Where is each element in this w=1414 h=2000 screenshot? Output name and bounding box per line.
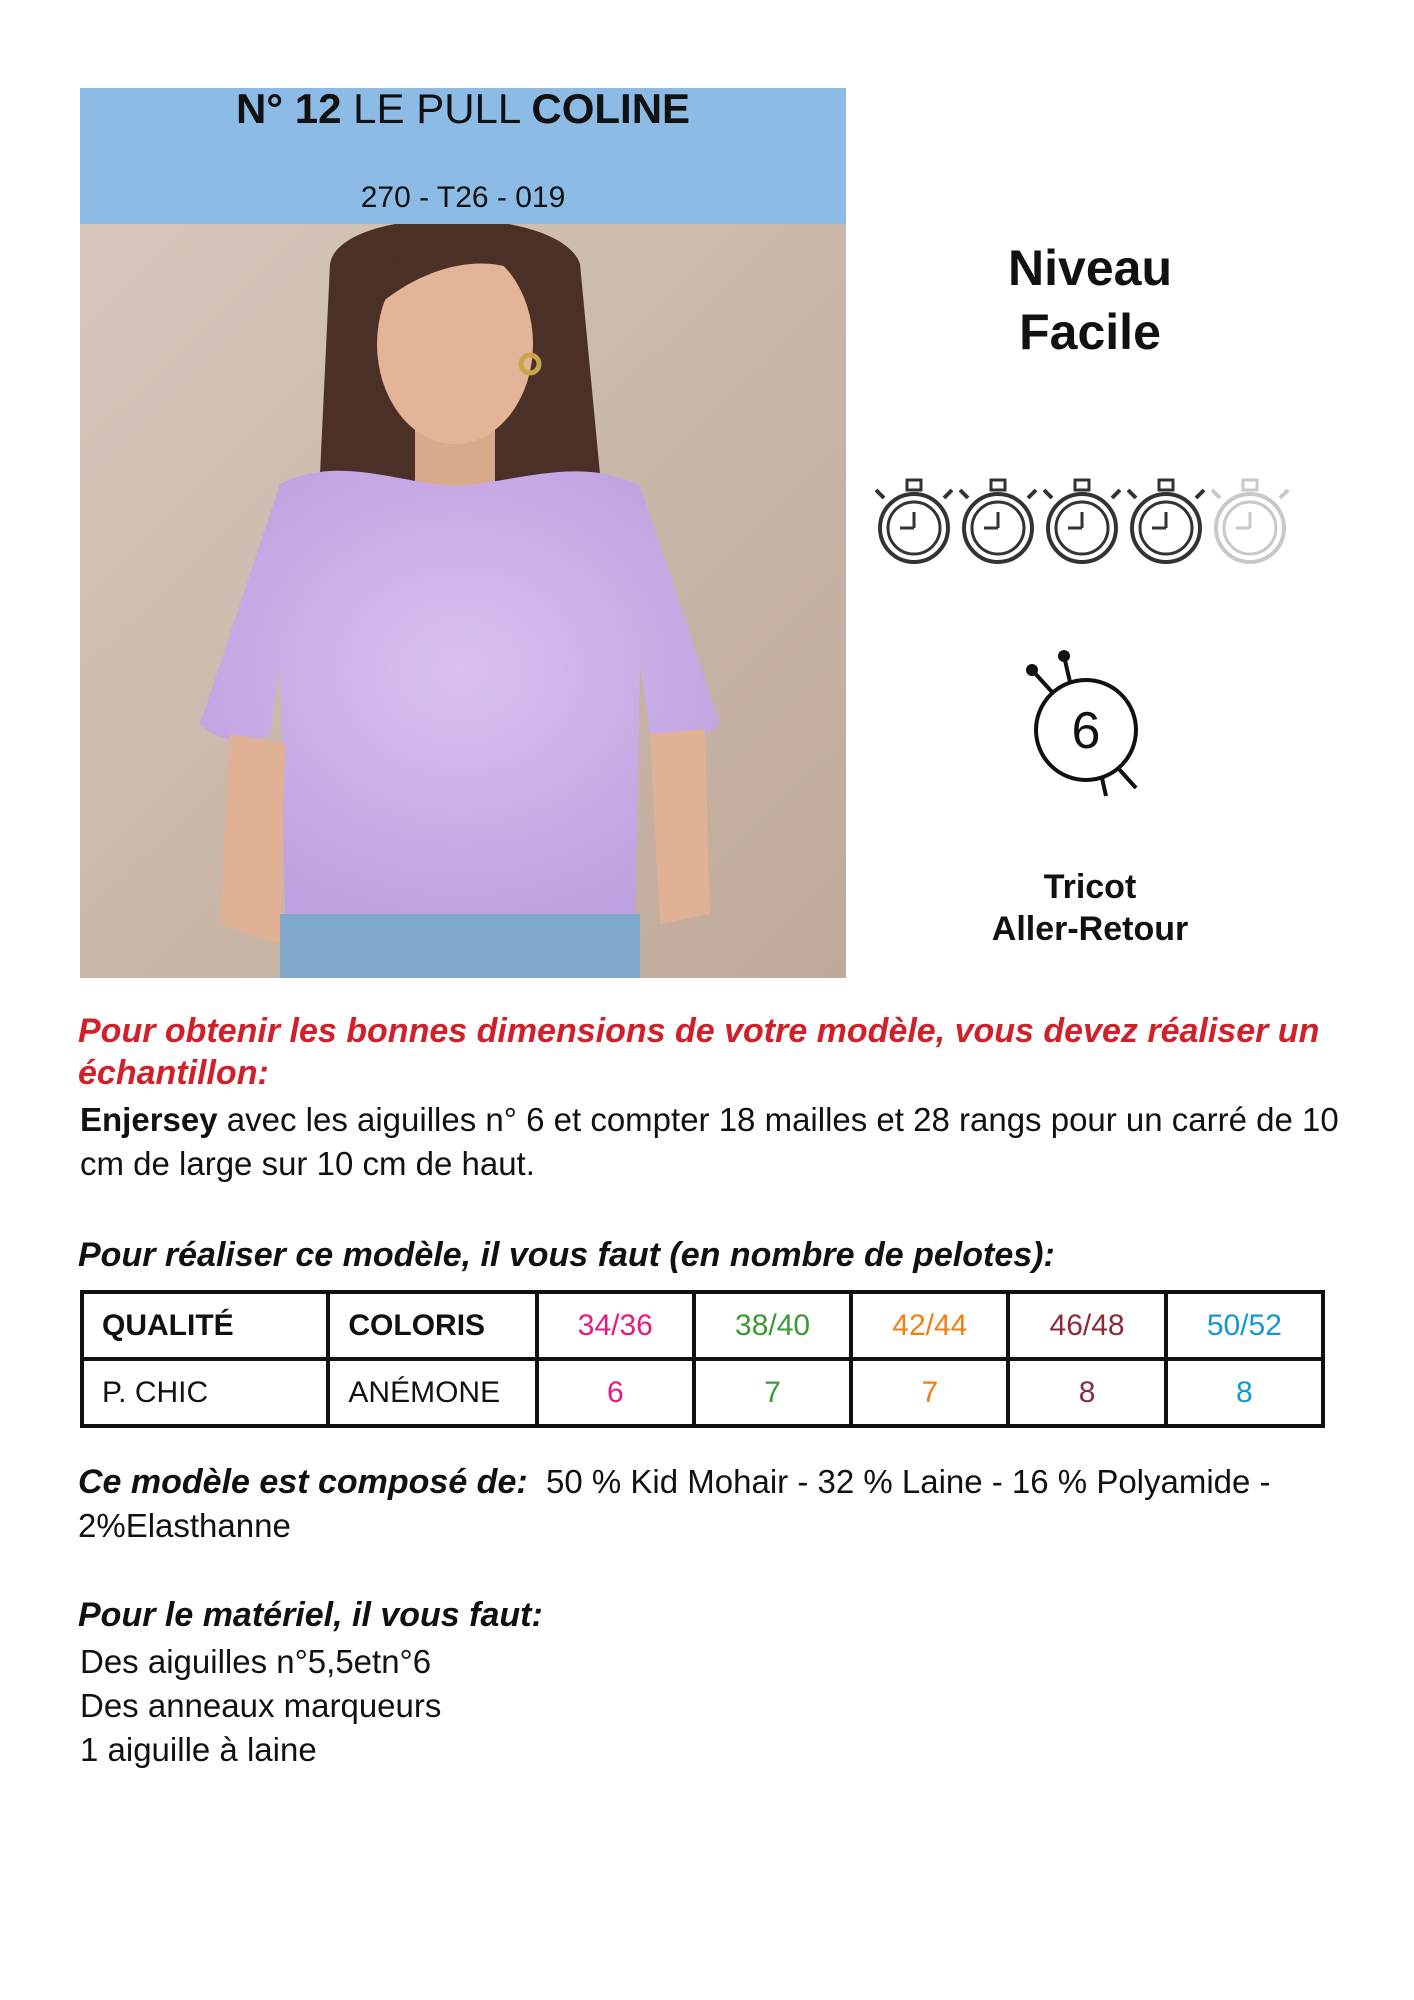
model-photo <box>80 224 846 978</box>
cell-balls: 7 <box>694 1359 851 1426</box>
material-list <box>80 1640 1280 1772</box>
cell-balls: 8 <box>1008 1359 1165 1426</box>
gauge-heading: Pour obtenir les bonnes dimensions de votre modèle, vous devez réaliser un échantillon: <box>78 1012 1320 1092</box>
cell-quality: P. CHIC <box>82 1359 328 1426</box>
stopwatch-icon <box>1128 480 1204 562</box>
table-header-row <box>82 1292 1323 1359</box>
header-size: 46/48 <box>1008 1292 1165 1359</box>
model-photo-illustration <box>80 224 846 978</box>
time-rating <box>874 476 1294 566</box>
pattern-title <box>80 85 846 132</box>
title-bold: COLINE <box>531 85 691 132</box>
stopwatch-icon <box>1212 480 1288 562</box>
knitting-needle-icon <box>1024 648 1154 798</box>
technique-line1: Tricot <box>1043 868 1137 906</box>
header-quality: QUALITÉ <box>82 1292 328 1359</box>
yarn-table <box>80 1290 1325 1428</box>
list-item: Des aiguilles n°5,5etn°6 <box>80 1643 432 1680</box>
needle-size <box>1024 648 1154 798</box>
pattern-number: 12 <box>294 85 342 132</box>
technique-line2: Aller-Retour <box>991 910 1189 948</box>
level-label: Niveau <box>1008 240 1172 296</box>
title-plain: LE PULL <box>353 85 520 132</box>
level-value: Facile <box>1019 304 1161 360</box>
gauge-instructions <box>80 1098 1360 1186</box>
composition-label: Ce modèle est composé de: <box>78 1463 528 1501</box>
material-heading: Pour le matériel, il vous faut: <box>78 1596 543 1634</box>
table-row <box>82 1359 1323 1426</box>
composition-value: 50 % Kid Mohair - 32 % Laine - 16 % Polyamide - 2%Elasthanne <box>78 1463 1271 1544</box>
cell-balls: 8 <box>1166 1359 1323 1426</box>
stopwatch-icon <box>960 480 1036 562</box>
header-color: COLORIS <box>328 1292 536 1359</box>
header-size: 50/52 <box>1166 1292 1323 1359</box>
stitch-name: Enjersey <box>80 1101 218 1138</box>
composition <box>78 1460 1358 1548</box>
reference-code: 270 - T26 - 019 <box>360 181 566 214</box>
technique <box>940 866 1240 950</box>
stopwatch-icon <box>1044 480 1120 562</box>
stopwatch-rating-icons <box>874 476 1294 566</box>
header-size: 38/40 <box>694 1292 851 1359</box>
needle-size-value: 6 <box>1071 702 1101 760</box>
header-size: 42/44 <box>851 1292 1008 1359</box>
yarn-heading: Pour réaliser ce modèle, il vous faut (en nombre de pelotes): <box>78 1236 1055 1274</box>
list-item: Des anneaux marqueurs <box>80 1687 442 1724</box>
cell-color: ANÉMONE <box>328 1359 536 1426</box>
list-item: 1 aiguille à laine <box>80 1731 317 1768</box>
difficulty-level <box>920 236 1260 364</box>
header-size: 34/36 <box>537 1292 694 1359</box>
cell-balls: 6 <box>537 1359 694 1426</box>
gauge-text: avec les aiguilles n° 6 et compter 18 mailles et 28 rangs pour un carré de 10 cm de large sur 10 cm de haut. <box>80 1101 1339 1182</box>
number-label: N° <box>235 85 284 132</box>
cell-balls: 7 <box>851 1359 1008 1426</box>
pattern-header <box>80 85 846 224</box>
stopwatch-icon <box>876 480 952 562</box>
